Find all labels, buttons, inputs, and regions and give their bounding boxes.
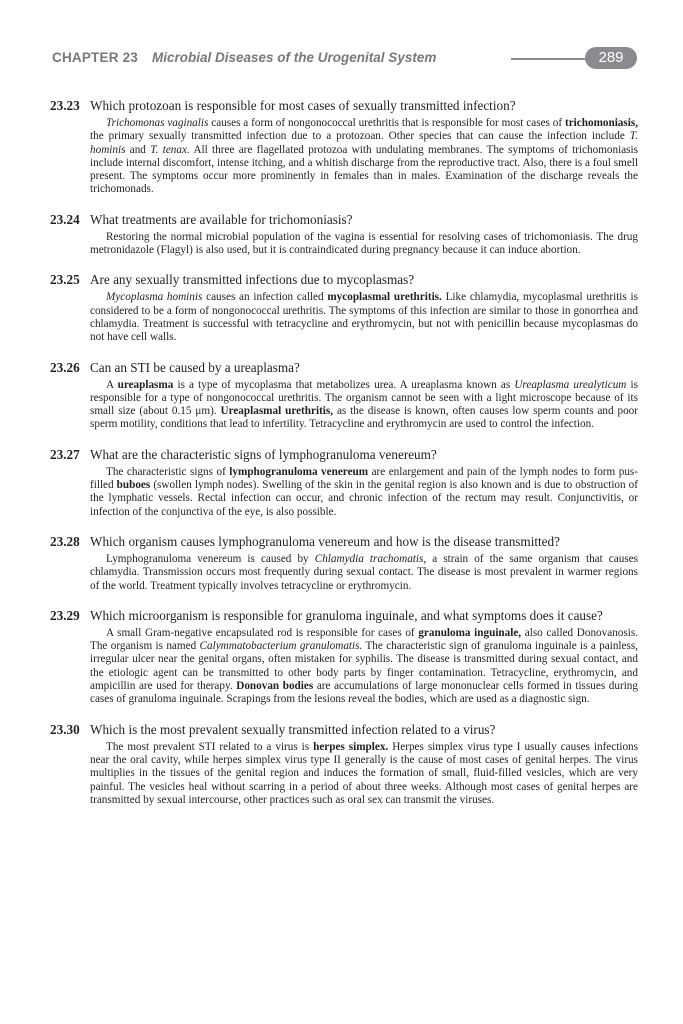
answer-paragraph — [90, 741, 638, 807]
qa-entry — [50, 97, 638, 197]
bold-term: Donovan bodies — [236, 680, 314, 693]
answer-paragraph — [90, 627, 638, 707]
question-text: Can an STI be caused by a ureaplasma? — [90, 359, 300, 375]
question-number: 23.27 — [50, 446, 80, 462]
bold-term: herpes simplex. — [313, 740, 389, 753]
answer-text: the primary sexually transmitted infection due to a protozoan. Other species that can cause the infection include — [90, 130, 630, 143]
chapter-title: Microbial Diseases of the Urogenital System — [152, 50, 437, 65]
answer-text: Herpes simplex virus type I usually causes infections near the oral cavity, while herpes simplex virus type II generally is the cause of most cases of genital herpes. The virus multiplies in the tissues of the genital region and induces the formation of small, fluid-filled vesicles, which are very painful. The vesicles heal without scarring in a period of about three weeks. Although most cases of genital herpes are transmitted by sexual intercourse, other practices such as oral sex can transmit the viruses. — [90, 740, 638, 806]
qa-entry — [50, 533, 638, 593]
question-text: What are the characteristic signs of lymphogranuloma venereum? — [90, 446, 437, 462]
question-text: Which protozoan is responsible for most cases of sexually transmitted infection? — [90, 98, 516, 113]
bold-term: mycoplasmal urethritis. — [327, 291, 442, 304]
question-row — [50, 211, 638, 228]
question-number: 23.28 — [50, 533, 80, 549]
question-number: 23.29 — [50, 607, 80, 623]
question-text: What treatments are available for trichomoniasis? — [90, 211, 353, 227]
question-row — [50, 721, 638, 738]
question-row — [50, 607, 638, 624]
answer-paragraph — [90, 466, 638, 519]
italic-term: T. tenax. — [150, 143, 190, 156]
answer-text: as the disease is known, often causes low sperm counts and poor sperm motility, conditions that lead to infertility. Tetracycline and erythromycin are used to control the infection. — [90, 405, 638, 431]
answer-text: also called Donovanosis. The organism is named — [90, 626, 638, 653]
italic-term: Ureaplasma urealyticum — [514, 378, 627, 391]
italic-term: Mycoplasma hominis — [106, 291, 203, 304]
question-text: Which microorganism is responsible for granuloma inguinale, and what symptoms does it cause? — [90, 607, 603, 623]
question-text: Are any sexually transmitted infections due to mycoplasmas? — [90, 272, 415, 288]
bold-term: lymphogranuloma venereum — [229, 465, 369, 478]
italic-term: Trichomonas vaginalis — [106, 117, 209, 129]
question-row — [50, 446, 638, 463]
question-row — [50, 271, 638, 288]
question-row — [50, 533, 638, 550]
answer-text: Like chlamydia, mycoplasmal urethritis is considered to be a form of nongonococcal urethritis. The symptoms of this infection are similar to those in gonorrhea and chlamydia. Treatment is successful with tetracycline and erythromycin, but not with penicillin because mycoplasmas do not have cell walls. — [90, 291, 638, 344]
qa-entry — [50, 721, 638, 807]
answer-text: is responsible for a type of nongonococcal urethritis. The organism cannot be seen with a light microscope because of its small size (about 0.15 μm). — [90, 378, 638, 418]
qa-entry — [50, 211, 638, 258]
answer-paragraph — [90, 379, 638, 432]
qa-entry — [50, 446, 638, 519]
answer-text: causes a form of nongonococcal urethritis that is responsible for most cases of — [208, 117, 565, 129]
bold-term: ureaplasma — [117, 378, 174, 391]
question-number: 23.23 — [50, 98, 80, 113]
answer-text: A small Gram-negative encapsulated rod is responsible for cases of — [106, 626, 419, 639]
answer-text: are accumulations of large mononuclear cells formed in tissues during cases of granuloma inguinale. Scrapings from the lesions reveal the bodies, which are used as a diagnostic sign. — [90, 680, 638, 706]
question-text: Which organism causes lymphogranuloma venereum and how is the disease transmitted? — [90, 533, 560, 549]
question-row — [50, 97, 638, 114]
question-number: 23.30 — [50, 721, 80, 737]
question-text: Which is the most prevalent sexually transmitted infection related to a virus? — [90, 721, 496, 737]
page-number-badge: 289 — [585, 47, 637, 69]
question-number: 23.24 — [50, 211, 80, 227]
answer-text: are enlargement and pain of the lymph nodes to form pus-filled — [90, 465, 638, 492]
answer-text: causes an infection called — [202, 291, 328, 304]
answer-text: (swollen lymph nodes). Swelling of the skin in the genital region is also known and is due to obstruction of the lymphatic vessels. Rectal infection can occur, and chronic infection of the rectum may result. Conjunctivitis, or infection of the conjunctiva of the eye, is also possible. — [90, 479, 638, 518]
answer-text: Restoring the normal microbial population of the vagina is essential for resolving cases of trichomoniasis. The drug metronidazole (Flagyl) is also used, but it is contraindicated during pregnancy because it can induce abortion. — [90, 230, 638, 257]
bold-term: granuloma inguinale, — [418, 626, 522, 639]
answer-text: The most prevalent STI related to a virus is — [106, 740, 314, 753]
answer-text: A — [106, 378, 118, 391]
answer-paragraph — [90, 291, 638, 344]
qa-entry — [50, 271, 638, 344]
page-body — [50, 97, 638, 821]
bold-term: trichomoniasis, — [564, 117, 639, 129]
answer-paragraph — [90, 117, 638, 197]
chapter-label: CHAPTER 23 — [52, 50, 139, 65]
answer-paragraph — [90, 231, 638, 258]
bold-term: Ureaplasmal urethritis, — [220, 405, 334, 418]
bold-term: buboes — [116, 479, 151, 492]
answer-text: a strain of the same organism that causes chlamydia. Transmission occurs most frequently during sexual contact. The disease is most prevalent in warmer regions of the world. Treatment typically involves tetracycline or erythromycin. — [90, 552, 639, 592]
italic-term: Calymmatobacterium granulomatis. — [199, 640, 363, 653]
qa-entry — [50, 359, 638, 432]
italic-term: Chlamydia trachomatis, — [314, 552, 427, 565]
question-number: 23.26 — [50, 359, 80, 375]
italic-term: T. hominis — [90, 130, 638, 156]
question-number: 23.25 — [50, 272, 80, 288]
answer-paragraph — [90, 553, 638, 593]
running-header — [52, 47, 638, 71]
qa-entry — [50, 607, 638, 707]
answer-text: The characteristic sign of granuloma inguinale is a painless, irregular ulcer near the genital organs, often mistaken for syphilis. The disease is transmitted during sexual contact, and the etiologic agent can be transmitted to other body parts by finger contamination. Tetracycline, erythromycin, and ampicillin are used for therapy. — [90, 640, 639, 693]
answer-text: and — [125, 143, 151, 156]
answer-text: All three are flagellated protozoa with undulating membranes. The symptoms of trichomoniasis include internal discomfort, intense itching, and a whitish discharge from the reproductive tract. Also, there is a foul smell present. The symptoms occur more prominently in females than in males. Examination of the discharge reveals the trichomonads. — [90, 143, 638, 196]
answer-text: Lymphogranuloma venereum is caused by — [106, 552, 315, 565]
question-row — [50, 359, 638, 376]
answer-text: is a type of mycoplasma that metabolizes urea. A ureaplasma known as — [173, 378, 515, 391]
answer-text: The characteristic signs of — [106, 465, 230, 478]
